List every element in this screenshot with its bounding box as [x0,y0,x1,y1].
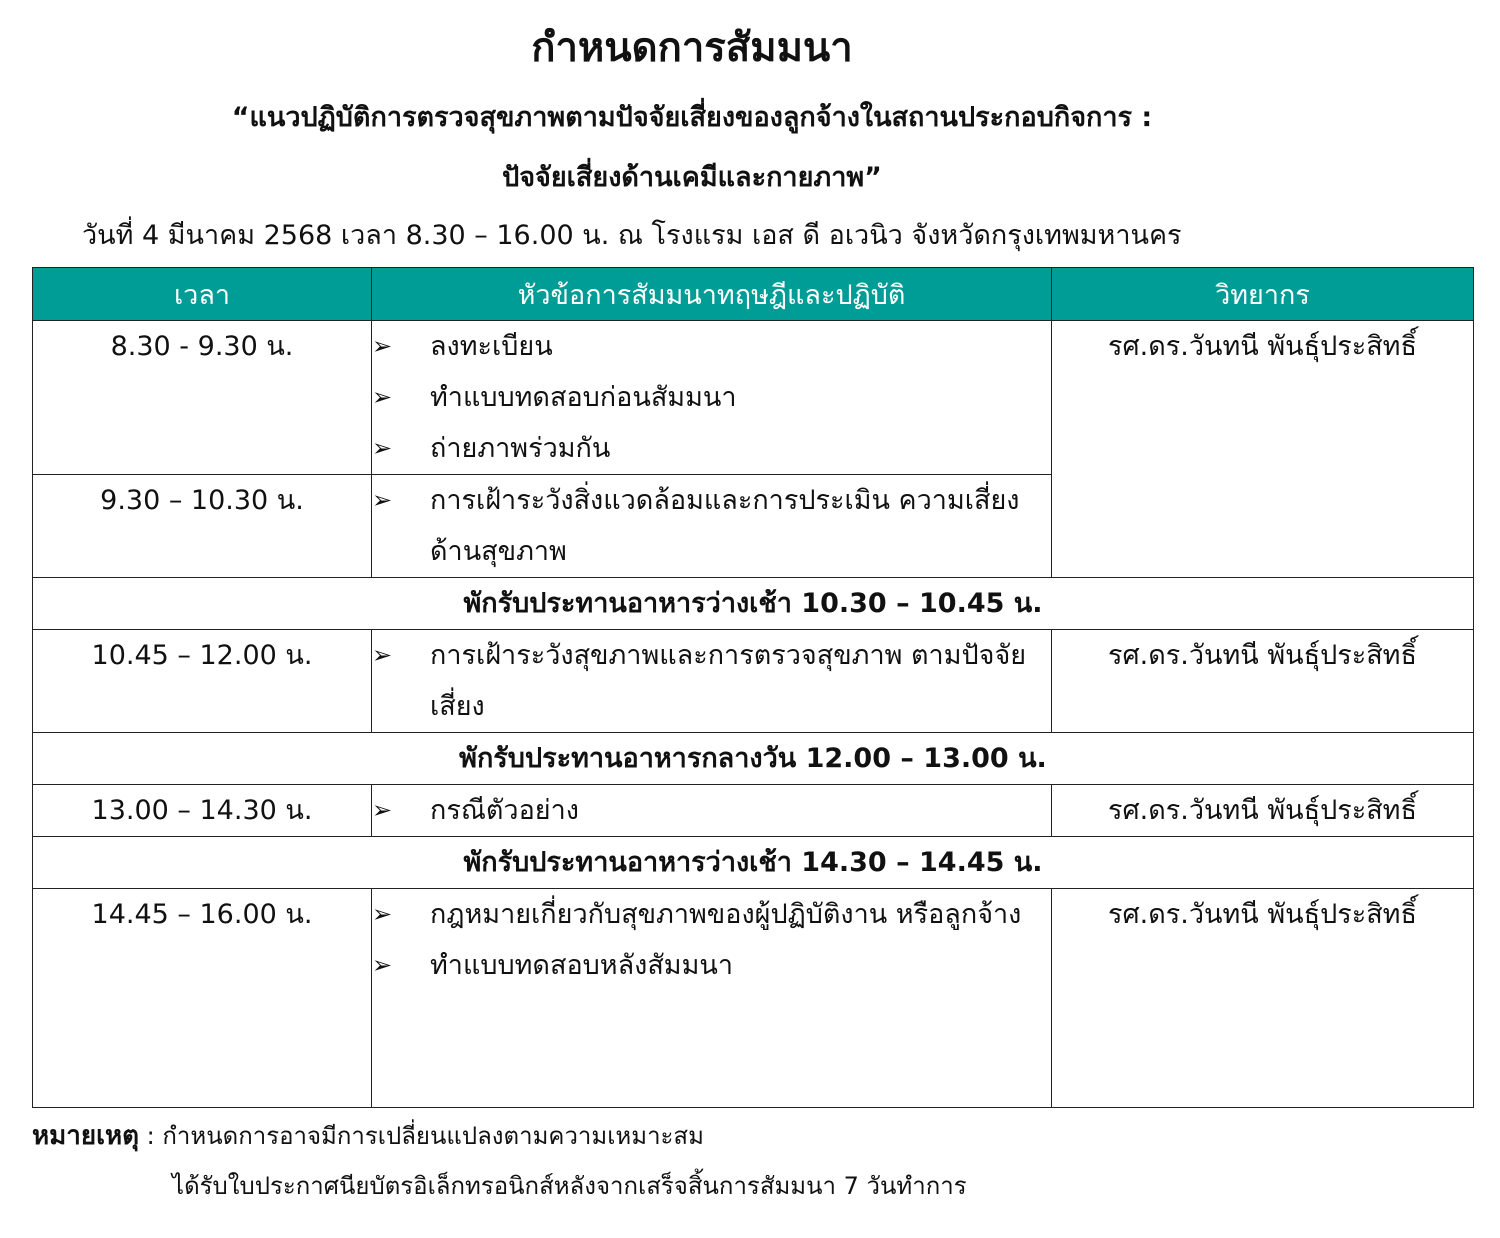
topic-item [372,475,1051,577]
topic-text: ลงทะเบียน [430,331,553,362]
speaker-cell: รศ.ดร.วันทนี พันธุ์ประสิทธิ์ [1052,630,1474,733]
time-cell: 9.30 – 10.30 น. [33,475,372,578]
note-text-1: : กำหนดการอาจมีการเปลี่ยนแปลงตามความเหมาะสม [139,1122,704,1150]
topics-cell [372,889,1052,1108]
break-label: พักรับประทานอาหารว่างเช้า 14.30 – 14.45 น. [33,837,1474,889]
arrow-bullet-icon: ➢ [372,951,393,979]
time-cell: 10.45 – 12.00 น. [33,630,372,733]
arrow-bullet-icon: ➢ [372,383,393,411]
arrow-bullet-icon: ➢ [372,796,393,824]
topic-item [372,940,1051,991]
table-row [33,785,1474,837]
speaker-cell: รศ.ดร.วันทนี พันธุ์ประสิทธิ์ [1052,785,1474,837]
table-row [33,889,1474,1108]
topic-item [372,423,1051,474]
date-venue-line: วันที่ 4 มีนาคม 2568 เวลา 8.30 – 16.00 น. ณ โรงแรม เอส ดี อเวนิว จังหวัดกรุงเทพมหานคร [82,220,1182,251]
header-speaker: วิทยากร [1052,268,1474,321]
time-cell: 14.45 – 16.00 น. [33,889,372,1108]
break-label: พักรับประทานอาหารว่างเช้า 10.30 – 10.45 น. [33,578,1474,630]
note-line-1 [32,1116,704,1156]
topics-cell [372,475,1052,578]
table-row [33,321,1474,475]
page-title: กำหนดการสัมมนา [531,25,853,71]
topic-item [372,372,1051,423]
topic-item [372,321,1051,372]
note-line-2: ได้รับใบประกาศนียบัตรอิเล็กทรอนิกส์หลังจากเสร็จสิ้นการสัมมนา 7 วันทำการ [172,1172,967,1200]
break-row [33,578,1474,630]
topics-cell [372,321,1052,475]
topics-cell [372,785,1052,837]
header-topics: หัวข้อการสัมมนาทฤษฎีและปฏิบัติ [372,268,1052,321]
arrow-bullet-icon: ➢ [372,332,393,360]
time-cell: 13.00 – 14.30 น. [33,785,372,837]
topic-item [372,785,1051,836]
topic-text: ทำแบบทดสอบก่อนสัมมนา [430,382,737,413]
break-row [33,733,1474,785]
schedule-body [33,321,1474,1108]
subtitle-line-1: “แนวปฏิบัติการตรวจสุขภาพตามปัจจัยเสี่ยงของลูกจ้างในสถานประกอบกิจการ : [231,102,1153,133]
schedule-table [32,267,1474,1108]
arrow-bullet-icon: ➢ [372,641,393,669]
table-header-row [33,268,1474,321]
header-time: เวลา [33,268,372,321]
topic-text: การเฝ้าระวังสิ่งแวดล้อมและการประเมิน ความเสี่ยงด้านสุขภาพ [430,485,1020,567]
arrow-bullet-icon: ➢ [372,486,393,514]
break-row [33,837,1474,889]
topic-text: ทำแบบทดสอบหลังสัมมนา [430,950,734,981]
table-row [33,630,1474,733]
topic-text: กฎหมายเกี่ยวกับสุขภาพของผู้ปฏิบัติงาน หรือลูกจ้าง [430,899,1022,930]
speaker-cell: รศ.ดร.วันทนี พันธุ์ประสิทธิ์ [1052,321,1474,578]
subtitle-line-2: ปัจจัยเสี่ยงด้านเคมีและกายภาพ” [502,162,882,193]
break-label: พักรับประทานอาหารกลางวัน 12.00 – 13.00 น. [33,733,1474,785]
topics-cell [372,630,1052,733]
speaker-cell: รศ.ดร.วันทนี พันธุ์ประสิทธิ์ [1052,889,1474,1108]
topic-text: การเฝ้าระวังสุขภาพและการตรวจสุขภาพ ตามปัจจัยเสี่ยง [430,640,1027,722]
arrow-bullet-icon: ➢ [372,434,393,462]
topic-text: ถ่ายภาพร่วมกัน [430,433,611,464]
note-label: หมายเหตุ [32,1121,140,1151]
topic-item [372,630,1051,732]
topic-item [372,889,1051,940]
arrow-bullet-icon: ➢ [372,900,393,928]
topic-text: กรณีตัวอย่าง [430,795,579,826]
time-cell: 8.30 - 9.30 น. [33,321,372,475]
